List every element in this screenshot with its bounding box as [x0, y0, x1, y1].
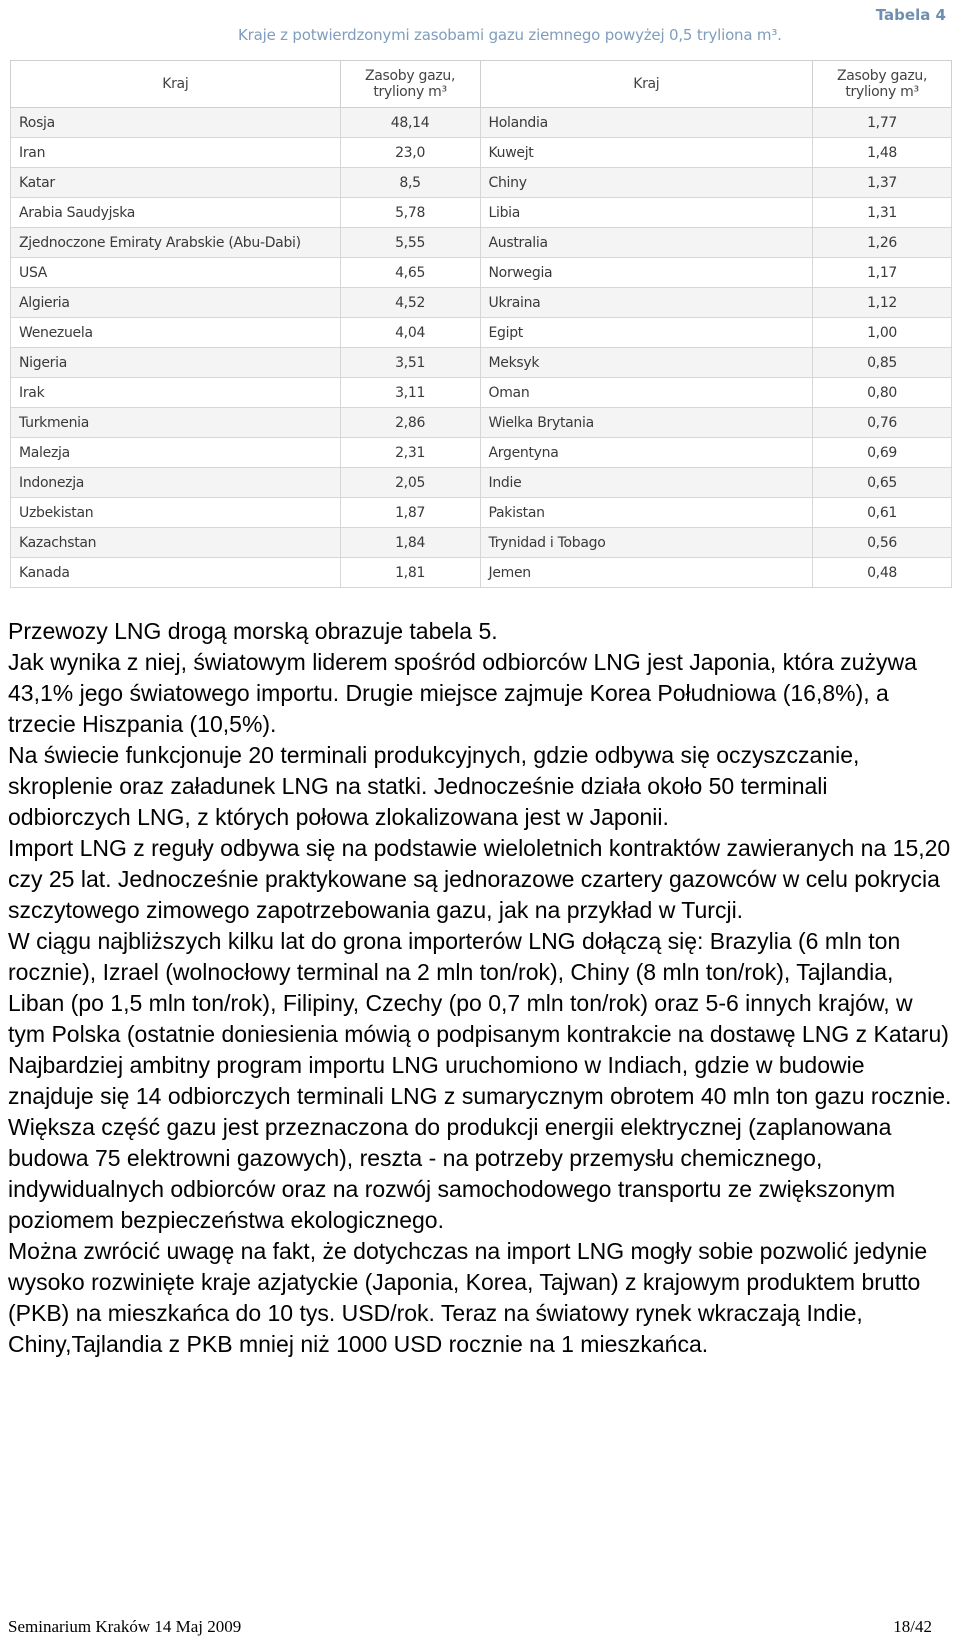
left-country-cell: USA	[11, 258, 341, 288]
left-value-cell: 3,11	[340, 378, 480, 408]
left-value-cell: 4,04	[340, 318, 480, 348]
right-country-cell: Indie	[480, 468, 813, 498]
left-country-cell: Uzbekistan	[11, 498, 341, 528]
right-value-cell: 1,00	[813, 318, 952, 348]
left-country-cell: Kazachstan	[11, 528, 341, 558]
header-reserves-line1: Zasoby gazu,	[364, 68, 456, 84]
table-scan	[0, 0, 960, 598]
right-value-cell: 0,80	[813, 378, 952, 408]
paragraph: Najbardziej ambitny program importu LNG uruchomiono w Indiach, gdzie w budowie znajduje się 14 odbiorczych terminali LNG z sumarycznym obrotem 40 mln ton gazu rocznie. Większa część gazu jest przeznaczona do produkcji energii elektrycznej (zaplanowana budowa 75 elektrowni gazowych), reszta - na potrzeby przemysłu chemicznego, indywidualnych odbiorców oraz na rozwój samochodowego transportu ze zwiększonym poziomem bezpieczeństwa ekologicznego.	[8, 1052, 952, 1233]
left-value-cell: 4,65	[340, 258, 480, 288]
right-country-cell: Holandia	[480, 108, 813, 138]
right-value-cell: 0,56	[813, 528, 952, 558]
left-country-cell: Arabia Saudyjska	[11, 198, 341, 228]
header-country-left: Kraj	[11, 61, 341, 108]
table-row	[11, 408, 952, 438]
right-value-cell: 1,48	[813, 138, 952, 168]
right-value-cell: 0,61	[813, 498, 952, 528]
right-country-cell: Norwegia	[480, 258, 813, 288]
right-value-cell: 1,31	[813, 198, 952, 228]
paragraph: Można zwrócić uwagę na fakt, że dotychczas na import LNG mogły sobie pozwolić jedynie wysoko rozwinięte kraje azjatyckie (Japonia, Korea, Tajwan) z krajowym produktem brutto (PKB) na mieszkańca do 10 tys. USD/rok. Teraz na światowy rynek wkraczają Indie, Chiny,Tajlandia z PKB mniej niż 1000 USD rocznie na 1 mieszkańca.	[8, 1238, 928, 1357]
right-country-cell: Meksyk	[480, 348, 813, 378]
left-value-cell: 23,0	[340, 138, 480, 168]
left-country-cell: Wenezuela	[11, 318, 341, 348]
table-row	[11, 288, 952, 318]
right-country-cell: Jemen	[480, 558, 813, 588]
right-country-cell: Ukraina	[480, 288, 813, 318]
right-country-cell: Wielka Brytania	[480, 408, 813, 438]
table-number-label: Tabela 4	[875, 6, 946, 24]
article-body	[8, 616, 953, 1360]
header-country-right: Kraj	[480, 61, 813, 108]
table-row	[11, 228, 952, 258]
left-value-cell: 1,87	[340, 498, 480, 528]
left-country-cell: Zjednoczone Emiraty Arabskie (Abu-Dabi)	[11, 228, 341, 258]
right-value-cell: 1,12	[813, 288, 952, 318]
paragraph: W ciągu najbliższych kilku lat do grona importerów LNG dołączą się: Brazylia (6 mln ton rocznie), Izrael (wolnocłowy terminal na 2 mln ton/rok), Chiny (8 mln ton/rok), Tajlandia, Liban (po 1,5 mln ton/rok), Filipiny, Czechy (po 0,7 mln ton/rok) oraz 5-6 innych krajów, w tym Polska (ostatnie doniesienia mówią o podpisanym kontrakcie na dostawę LNG z Kataru)	[8, 928, 949, 1047]
right-value-cell: 1,77	[813, 108, 952, 138]
left-value-cell: 3,51	[340, 348, 480, 378]
left-country-cell: Irak	[11, 378, 341, 408]
left-value-cell: 8,5	[340, 168, 480, 198]
right-country-cell: Australia	[480, 228, 813, 258]
table-row	[11, 498, 952, 528]
page-number: 18/42	[893, 1617, 932, 1636]
left-country-cell: Indonezja	[11, 468, 341, 498]
table-row	[11, 378, 952, 408]
paragraph: Jak wynika z niej, światowym liderem spośród odbiorców LNG jest Japonia, która zużywa 43,1% jego światowego importu. Drugie miejsce zajmuje Korea Południowa (16,8%), a trzecie Hiszpania (10,5%).	[8, 649, 917, 737]
left-value-cell: 1,81	[340, 558, 480, 588]
table-row	[11, 168, 952, 198]
right-value-cell: 0,69	[813, 438, 952, 468]
paragraph: Na świecie funkcjonuje 20 terminali produkcyjnych, gdzie odbywa się oczyszczanie, skroplenie oraz załadunek LNG na statki. Jednocześnie działa około 50 terminali odbiorczych LNG, z których połowa zlokalizowana jest w Japonii.	[8, 742, 860, 830]
left-country-cell: Turkmenia	[11, 408, 341, 438]
table-row	[11, 348, 952, 378]
header-reserves-right	[813, 61, 952, 108]
table-row	[11, 198, 952, 228]
left-country-cell: Malezja	[11, 438, 341, 468]
right-value-cell: 1,17	[813, 258, 952, 288]
gas-reserves-table	[10, 60, 952, 588]
right-country-cell: Oman	[480, 378, 813, 408]
footer-event-label: Seminarium Kraków 14 Maj 2009	[8, 1617, 242, 1636]
right-country-cell: Egipt	[480, 318, 813, 348]
table-row	[11, 558, 952, 588]
table-header-row	[11, 61, 952, 108]
right-value-cell: 0,76	[813, 408, 952, 438]
table-row	[11, 108, 952, 138]
right-country-cell: Argentyna	[480, 438, 813, 468]
table-row	[11, 528, 952, 558]
left-country-cell: Algieria	[11, 288, 341, 318]
left-value-cell: 5,78	[340, 198, 480, 228]
right-country-cell: Trynidad i Tobago	[480, 528, 813, 558]
right-country-cell: Pakistan	[480, 498, 813, 528]
left-value-cell: 2,05	[340, 468, 480, 498]
left-value-cell: 2,86	[340, 408, 480, 438]
right-country-cell: Kuwejt	[480, 138, 813, 168]
header-reserves-left	[340, 61, 480, 108]
left-country-cell: Nigeria	[11, 348, 341, 378]
right-value-cell: 1,37	[813, 168, 952, 198]
left-country-cell: Iran	[11, 138, 341, 168]
left-country-cell: Rosja	[11, 108, 341, 138]
header-reserves-line2: tryliony m³	[845, 84, 919, 100]
table-row	[11, 318, 952, 348]
left-value-cell: 2,31	[340, 438, 480, 468]
paragraph: Przewozy LNG drogą morską obrazuje tabela 5.	[8, 618, 498, 644]
table-row	[11, 138, 952, 168]
header-reserves-line1: Zasoby gazu,	[836, 68, 928, 84]
left-value-cell: 48,14	[340, 108, 480, 138]
right-value-cell: 0,48	[813, 558, 952, 588]
table-row	[11, 468, 952, 498]
right-value-cell: 0,65	[813, 468, 952, 498]
right-value-cell: 1,26	[813, 228, 952, 258]
right-country-cell: Libia	[480, 198, 813, 228]
paragraph: Import LNG z reguły odbywa się na podstawie wieloletnich kontraktów zawieranych na 15,20 czy 25 lat. Jednocześnie praktykowane są jednorazowe czartery gazowców w celu pokrycia szczytowego zimowego zapotrzebowania gazu, jak na przykład w Turcji.	[8, 835, 951, 923]
header-reserves-line2: tryliony m³	[373, 84, 447, 100]
left-value-cell: 5,55	[340, 228, 480, 258]
left-country-cell: Katar	[11, 168, 341, 198]
left-value-cell: 1,84	[340, 528, 480, 558]
right-value-cell: 0,85	[813, 348, 952, 378]
table-caption: Kraje z potwierdzonymi zasobami gazu ziemnego powyżej 0,5 tryliona m³.	[238, 26, 782, 44]
left-country-cell: Kanada	[11, 558, 341, 588]
left-value-cell: 4,52	[340, 288, 480, 318]
right-country-cell: Chiny	[480, 168, 813, 198]
table-row	[11, 258, 952, 288]
table-row	[11, 438, 952, 468]
